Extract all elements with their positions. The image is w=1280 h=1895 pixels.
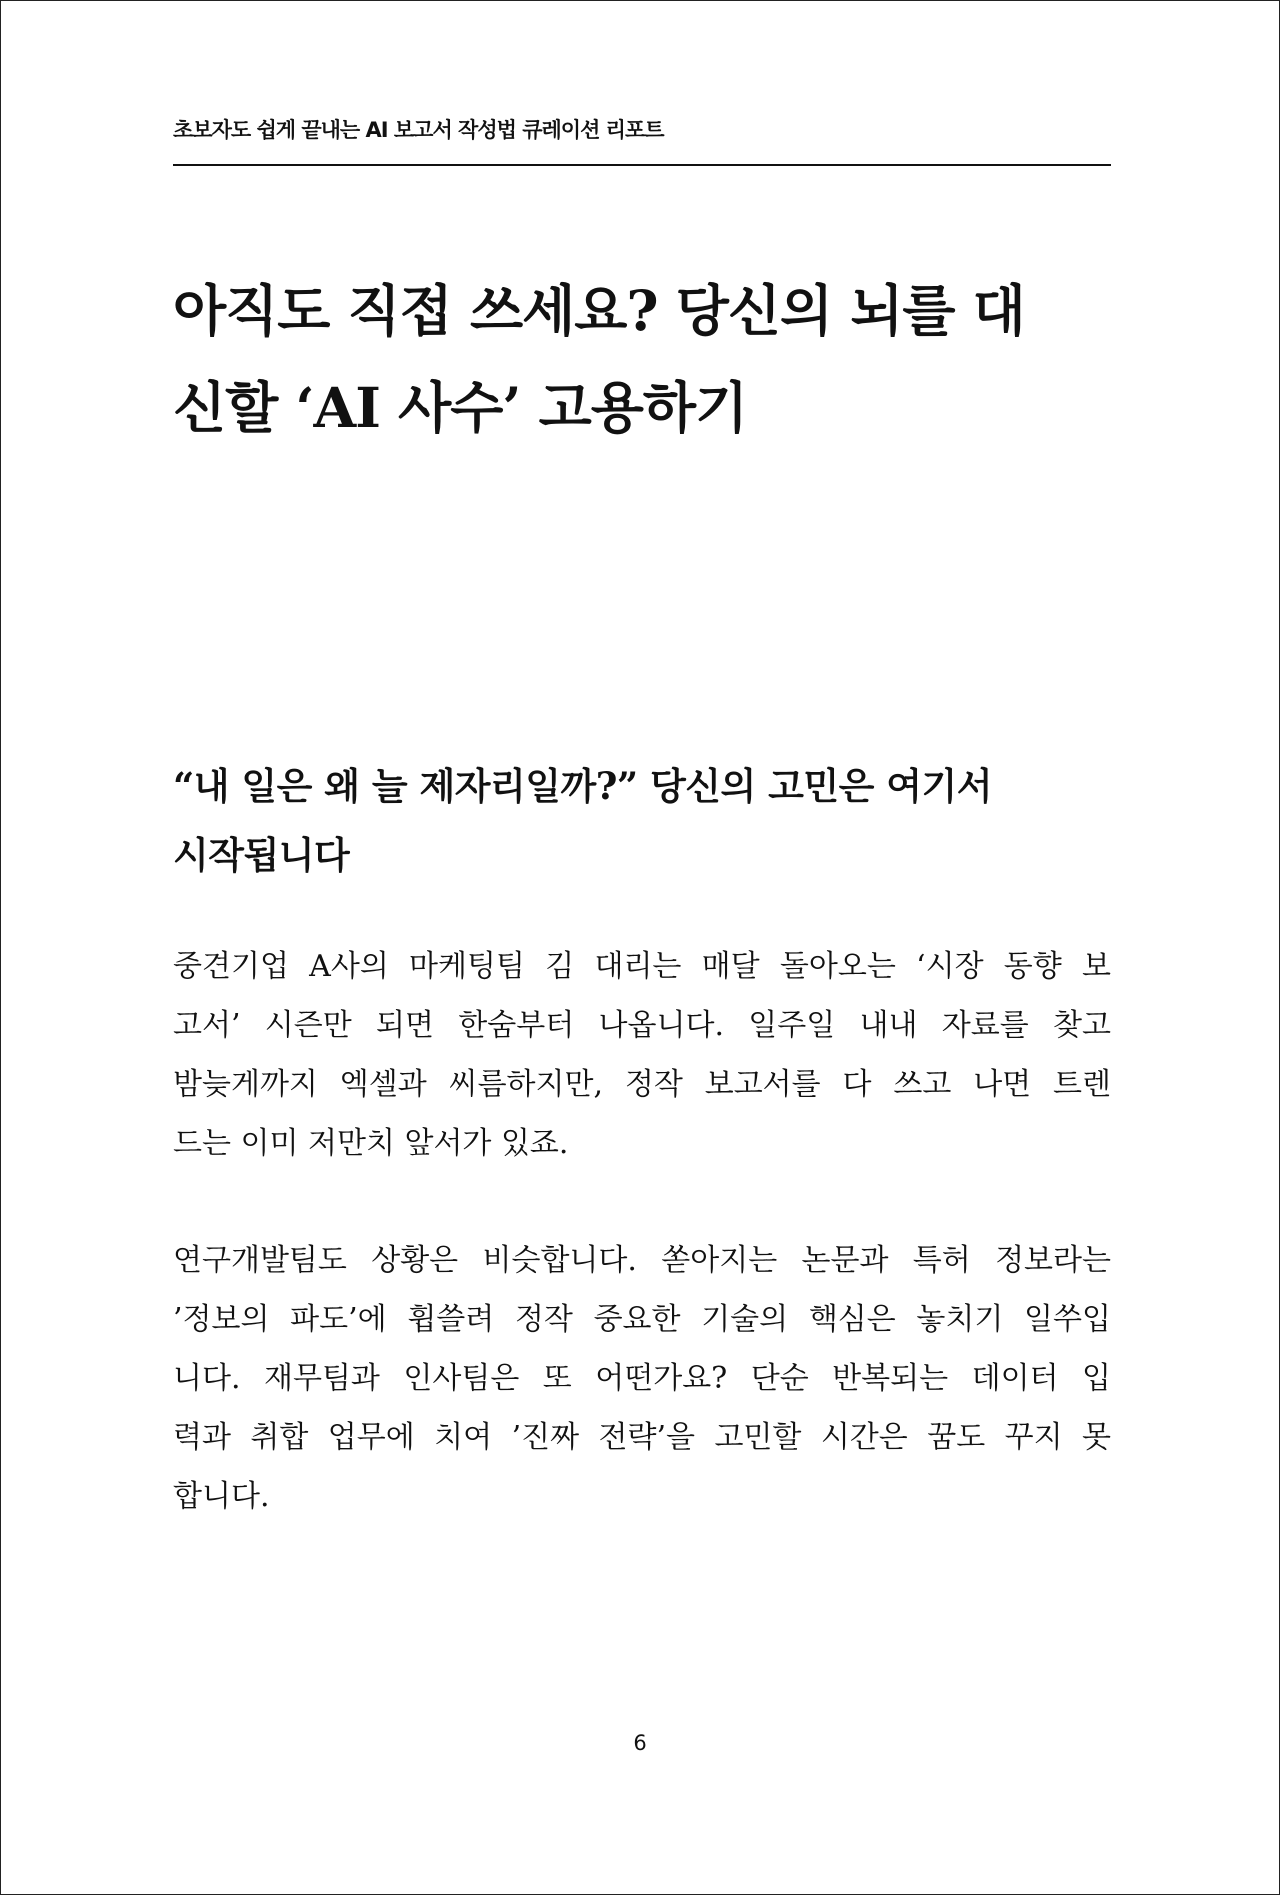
text-line: 드는 이미 저만치 앞서가 있죠.	[173, 1126, 569, 1161]
text-line: 밤늦게까지 엑셀과 씨름하지만, 정작 보고서를 다 쓰고 나면 트렌	[173, 1067, 1111, 1102]
section-heading	[173, 752, 1113, 890]
title-line: 아직도 직접 쓰세요? 당신의 뇌를 대	[173, 278, 1025, 343]
header-divider	[173, 164, 1111, 166]
text-line: 고서’ 시즌만 되면 한숨부터 나옵니다. 일주일 내내 자료를 찾고	[173, 1008, 1111, 1043]
text-line: 니다. 재무팀과 인사팀은 또 어떤가요? 단순 반복되는 데이터 입	[173, 1361, 1111, 1396]
body-paragraph	[173, 937, 1111, 1173]
text-line: 중견기업 A사의 마케팅팀 김 대리는 매달 돌아오는 ‘시장 동향 보	[173, 949, 1111, 984]
page-title	[173, 262, 1113, 456]
page-number: 6	[633, 1731, 647, 1755]
running-head: 초보자도 쉽게 끝내는 AI 보고서 작성법 큐레이션 리포트	[173, 118, 664, 142]
text-line: 합니다.	[173, 1479, 270, 1514]
text-line: 연구개발팀도 상황은 비슷합니다. 쏟아지는 논문과 특허 정보라는	[173, 1243, 1111, 1278]
heading-line: “내 일은 왜 늘 제자리일까?” 당신의 고민은 여기서	[173, 764, 993, 808]
title-line: 신할 ‘AI 사수’ 고용하기	[173, 375, 748, 440]
text-line: 력과 취합 업무에 치여 ’진짜 전략’을 고민할 시간은 꿈도 꾸지 못	[173, 1420, 1111, 1455]
text-line: ’정보의 파도’에 휩쓸려 정작 중요한 기술의 핵심은 놓치기 일쑤입	[173, 1302, 1111, 1337]
heading-line: 시작됩니다	[173, 833, 350, 877]
body-paragraph	[173, 1231, 1111, 1526]
